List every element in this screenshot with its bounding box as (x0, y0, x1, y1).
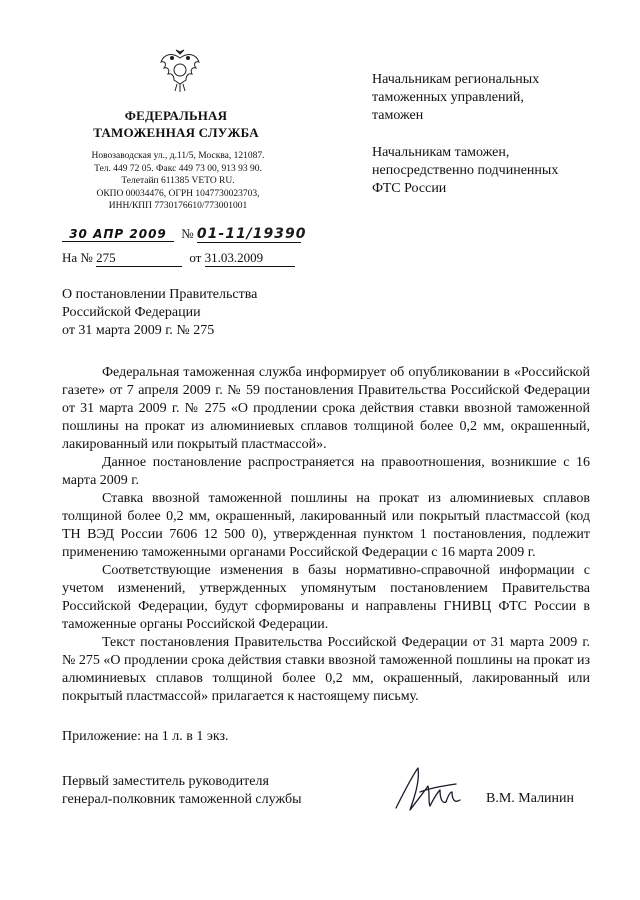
body-paragraph: Федеральная таможенная служба информирует об опубликовании в «Российской газете» от 7 апреля 2009 г. № 59 постановления Правительства Российской Федерации от 31 марта 2009 г. № 275 «О продлении срока действия ставки ввозной таможенной пошлины на прокат из алюминиевых сплавов толщиной более 0,2 мм, окрашенный, лакированный или покрытый пластмассой». (62, 365, 590, 452)
reference-number: 275 (96, 250, 182, 267)
sender-org-name-line2: ТАМОЖЕННАЯ СЛУЖБА (93, 125, 259, 140)
body-paragraph: Ставка ввозной таможенной пошлины на прокат из алюминиевых сплавов толщиной более 0,2 мм, окрашенный, лакированный или покрытый пластмассой (код ТН ВЭД России 7606 12 500 0), утвержденная пунктом 1 постановления, подлежит применению таможенными органами Российской Федерации с 16 марта 2009 г. (62, 491, 590, 560)
address-line: Тел. 449 72 05. Факс 449 73 00, 913 93 90. (94, 163, 262, 174)
recipient-line: Начальникам таможен, (372, 145, 510, 160)
attachment-note: Приложение: на 1 л. в 1 экз. (62, 729, 229, 744)
recipient-line: ФТС России (372, 181, 447, 196)
address-line: ИНН/КПП 7730176610/773001001 (108, 201, 248, 211)
recipient-line: непосредственно подчиненных (372, 163, 559, 178)
letter-body (62, 364, 590, 706)
sender-address (60, 150, 296, 213)
registration-date: 30 АПР 2009 (62, 227, 174, 242)
body-paragraph: Соответствующие изменения в базы нормативно-справочной информации с учетом изменений, утвержденных упомянутым постановлением Правительства Российской Федерации, будут сформированы и направлены ГНИВЦ ФТС России в таможенные органы Российской Федерации. (62, 563, 590, 632)
registration-number: 01-11/19390 (196, 226, 307, 242)
reference-prefix: На № (62, 250, 93, 265)
subject-line: от 31 марта 2009 г. № 275 (62, 323, 215, 338)
address-line: Телетайп 611385 VETO RU. (121, 176, 235, 186)
letter-subject (62, 286, 257, 340)
reference-from: от (189, 250, 202, 265)
recipient-block-1 (372, 71, 539, 125)
reference-line (62, 250, 295, 267)
recipient-line: таможен (372, 108, 424, 123)
coat-of-arms-icon (158, 48, 202, 94)
signatory-name: В.М. Малинин (486, 791, 575, 806)
reference-date: 31.03.2009 (205, 250, 295, 267)
recipient-line: таможенных управлений, (372, 90, 524, 105)
signatory-position (62, 773, 301, 809)
address-line: Новозаводская ул., д.11/5, Москва, 121087. (91, 151, 265, 161)
subject-line: Российской Федерации (62, 305, 201, 320)
registration-number-prefix: № (181, 226, 194, 241)
subject-line: О постановлении Правительства (62, 287, 258, 302)
body-paragraph: Текст постановления Правительства Российской Федерации от 31 марта 2009 г. № 275 «О продлении срока действия ставки ввозной таможенной пошлины на прокат из алюминиевых сплавов толщиной более 0,2 мм, окрашенный, лакированный или покрытый пластмассой» прилагается к настоящему письму. (62, 635, 590, 704)
sender-org-name-line1: ФЕДЕРАЛЬНАЯ (124, 108, 228, 123)
position-line: Первый заместитель руководителя (62, 774, 269, 789)
recipient-block-2 (372, 144, 558, 198)
registration-line (62, 226, 307, 243)
handwritten-signature-icon (390, 762, 470, 818)
address-line: ОКПО 00034476, ОГРН 1047730023703, (96, 188, 260, 199)
position-line: генерал-полковник таможенной службы (62, 792, 302, 807)
recipient-line: Начальникам региональных (372, 72, 540, 87)
body-paragraph: Данное постановление распространяется на правоотношения, возникшие с 16 марта 2009 г. (62, 455, 590, 488)
